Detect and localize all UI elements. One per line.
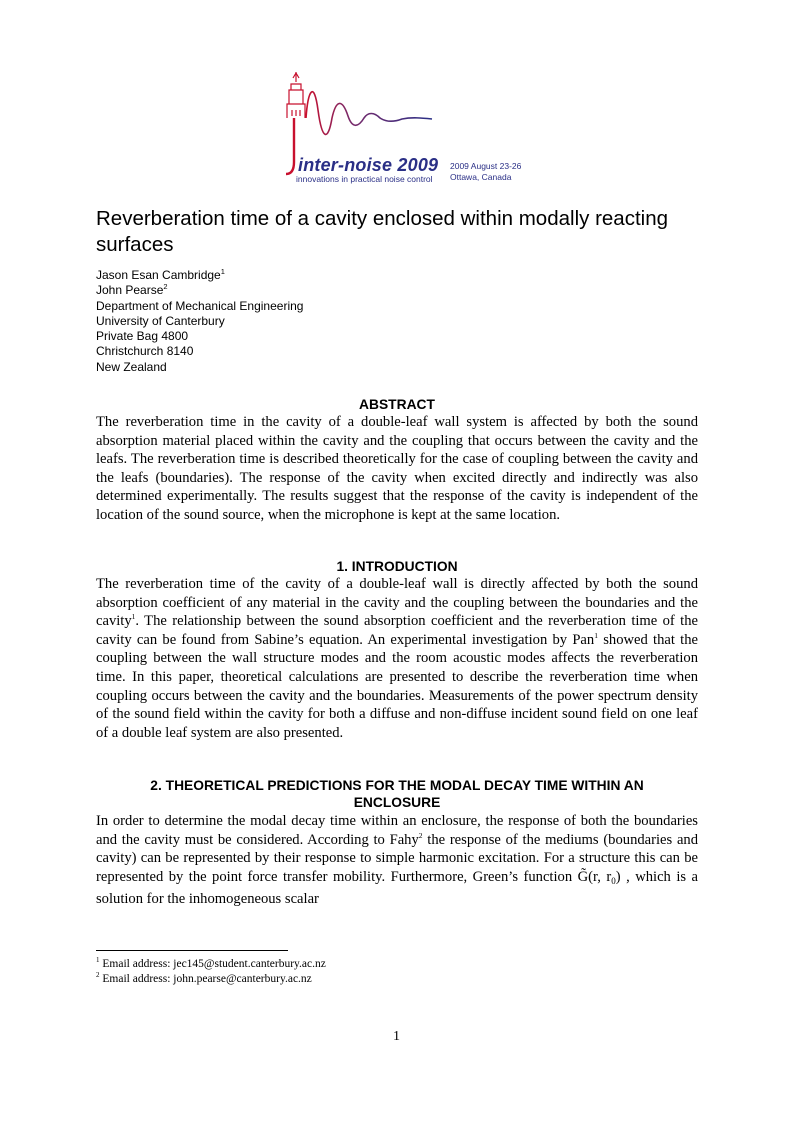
affiliation-line: University of Canterbury: [96, 313, 225, 328]
footnote: [96, 957, 326, 972]
section2-heading: [96, 777, 698, 811]
footnote-mark: 2: [96, 971, 100, 980]
logo-wordmark: inter-noise 2009: [298, 155, 439, 175]
citation-mark: 1: [594, 630, 598, 640]
logo-place: Ottawa, Canada: [450, 172, 512, 182]
footnote: [96, 972, 326, 987]
footnote-text: Email address: john.pearse@canterbury.ac.nz: [102, 973, 312, 985]
intro-text: [96, 575, 698, 742]
footnotes: [96, 957, 326, 987]
intro-text-part: showed that the coupling between the wall structure modes and the room acoustic modes affects the reverberation time. In this paper, theoretical calculations are presented to describe the reverberation time when coupling occurs between the cavity and the boundaries. Measurements of the power spectrum density of the sound field within the cavity for both a diffuse and non-diffuse incident sound field on one leaf of a double leaf system are also presented.: [96, 631, 698, 741]
footnote-mark: 1: [220, 267, 225, 276]
abstract-heading: ABSTRACT: [359, 397, 435, 412]
intro-text-part: The reverberation time of the cavity of a double-leaf wall is directly affected by both the sound absorption coefficient of any material in the cavity and the coupling between the boundaries and the cavity: [96, 576, 698, 630]
footnote-mark: 2: [163, 282, 168, 292]
affiliation-line: Christchurch 8140: [96, 344, 194, 359]
footnote-text: Email address: jec145@student.canterbury.ac.nz: [102, 958, 326, 970]
footnote-mark: 1: [96, 956, 100, 965]
section2-text-part: In order to determine the modal decay time within an enclosure, the response of both the boundaries and the cavity must be considered. According to Fahy: [96, 813, 698, 848]
greens-function-symbol: G̃(r, $r_0$): [577, 868, 621, 886]
section2-text-part: the response of the mediums (boundaries and cavity) can be represented by their response to simple harmonic excitation. For a structure this can be represented by the point force transfer mobility. Furthermore, Green’s function: [96, 831, 699, 885]
author-block: [96, 268, 303, 375]
author-name: John Pearse: [96, 283, 164, 298]
paper-title: Reverberation time of a cavity enclosed within modally reacting surfaces: [96, 207, 668, 256]
affiliation-line: Private Bag 4800: [96, 329, 189, 344]
citation-mark: 1: [131, 612, 136, 622]
logo-date-place: [450, 161, 521, 183]
author-line: [96, 283, 303, 298]
section2-heading-line: 2. THEORETICAL PREDICTIONS FOR THE MODAL DECAY TIME WITHIN AN: [150, 778, 644, 793]
logo-date: 2009 August 23-26: [450, 161, 522, 171]
abstract-text: The reverberation time in the cavity of a double-leaf wall system is affected by both the sound absorption material placed within the cavity and the coupling that occurs between the cavity and the leafs. The reverberation time is described theoretically for the case of coupling between the cavity and the leafs (boundaries). The response of the cavity when excited directly and indirectly was also determined experimentally. The results suggest that the response of the cavity is independent of the location of the sound source, when the microphone is kept at the same location.: [96, 414, 698, 523]
author-line: [96, 268, 303, 283]
citation-mark: 2: [418, 830, 423, 840]
logo-tagline: innovations in practical noise control: [296, 174, 433, 184]
section2-text: [96, 812, 698, 909]
footnote-divider: [96, 950, 288, 951]
affiliation-line: Department of Mechanical Engineering: [96, 298, 304, 313]
section2-text-part: , which is a solution for the inhomogeneous scalar: [96, 868, 698, 908]
page-number: 1: [393, 1029, 400, 1044]
conference-logo: [282, 70, 522, 190]
affiliation-line: New Zealand: [96, 359, 167, 374]
intro-heading: 1. INTRODUCTION: [336, 559, 458, 574]
intro-text-part: . The relationship between the sound absorption coefficient and the reverberation time of the cavity can be found from Sabine’s equation. An experimental investigation by Pan: [96, 613, 698, 648]
author-name: Jason Esan Cambridge: [96, 268, 221, 282]
section2-heading-line: ENCLOSURE: [353, 795, 441, 810]
